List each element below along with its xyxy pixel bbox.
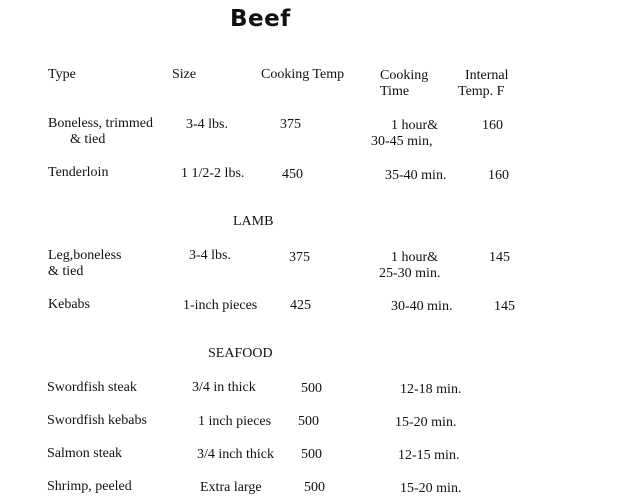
- cell-temp: 375: [280, 117, 301, 132]
- cell-time-line2: 25-30 min.: [379, 266, 441, 281]
- cell-temp: 500: [304, 480, 325, 495]
- page-title: Beef: [230, 6, 291, 32]
- header-type: Type: [48, 67, 76, 82]
- cell-temp: 500: [301, 381, 322, 396]
- cell-time: 1 hour&: [391, 118, 439, 133]
- cell-size: 3/4 inch thick: [197, 447, 274, 462]
- cell-time: 30-40 min.: [391, 299, 453, 314]
- cell-internal: 160: [482, 118, 503, 133]
- cell-time: 35-40 min.: [385, 168, 447, 183]
- header-cooking-temp: Cooking Temp: [261, 67, 345, 82]
- cell-size: 1-inch pieces: [183, 298, 258, 313]
- cell-time: 12-18 min.: [400, 382, 462, 397]
- cell-temp: 450: [282, 167, 303, 182]
- cell-size: 3-4 lbs.: [189, 248, 231, 263]
- cell-size: 1 1/2-2 lbs.: [181, 166, 245, 181]
- cell-internal: 145: [494, 299, 515, 314]
- cell-type: Leg,boneless: [48, 248, 122, 263]
- cell-time: 15-20 min.: [395, 415, 457, 430]
- cell-type: Swordfish steak: [47, 380, 137, 395]
- cell-size: 3/4 in thick: [192, 380, 256, 395]
- cell-type: Kebabs: [48, 297, 90, 312]
- cell-temp: 500: [301, 447, 322, 462]
- cell-internal: 160: [488, 168, 509, 183]
- cell-type-line2: & tied: [70, 132, 106, 147]
- lamb-heading: LAMB: [233, 214, 274, 229]
- cell-temp: 425: [290, 298, 311, 313]
- cell-type: Boneless, trimmed: [48, 116, 153, 131]
- cell-type: Salmon steak: [47, 446, 123, 461]
- seafood-heading: SEAFOOD: [208, 346, 273, 361]
- header-size: Size: [172, 67, 197, 82]
- header-cooking-time-line1: Cooking: [380, 68, 429, 83]
- header-internal-line1: Internal: [465, 68, 509, 83]
- cell-internal: 145: [489, 250, 510, 265]
- cell-type: Shrimp, peeled: [47, 479, 132, 494]
- cell-temp: 375: [289, 250, 310, 265]
- cell-type: Tenderloin: [48, 165, 109, 180]
- cell-size: 3-4 lbs.: [186, 117, 228, 132]
- cell-time: 1 hour&: [391, 250, 439, 265]
- cell-type-line2: & tied: [48, 264, 84, 279]
- cell-time: 12-15 min.: [398, 448, 460, 463]
- header-internal-line2: Temp. F: [458, 84, 505, 99]
- cell-size: 1 inch pieces: [198, 414, 272, 429]
- header-cooking-time-line2: Time: [380, 84, 410, 99]
- cell-type: Swordfish kebabs: [47, 413, 147, 428]
- cell-temp: 500: [298, 414, 319, 429]
- cell-time-line2: 30-45 min,: [371, 134, 433, 149]
- cell-size: Extra large: [200, 480, 262, 495]
- cell-time: 15-20 min.: [400, 481, 462, 496]
